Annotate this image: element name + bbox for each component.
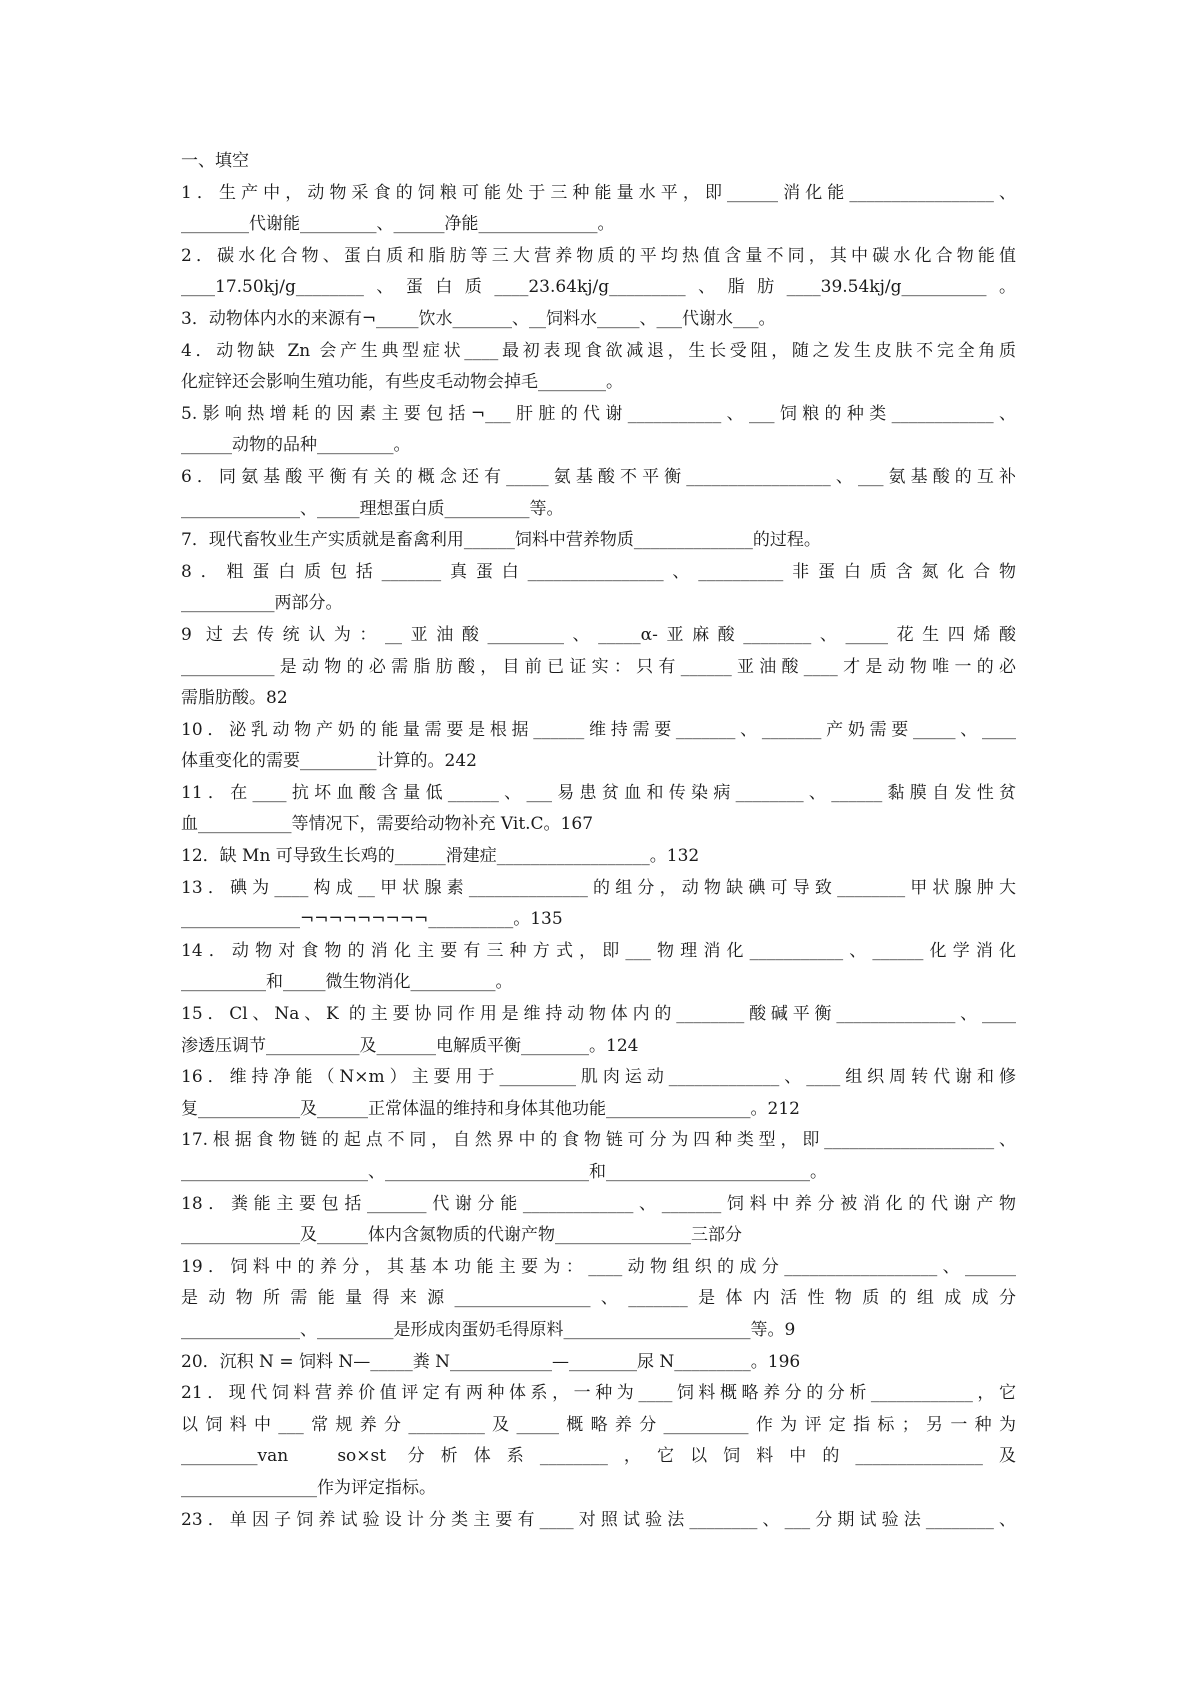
text-line: 19．饲料中的养分，其基本功能主要为：____动物组织的成分__________________、______ — [181, 1256, 1016, 1277]
text-line: 渗透压调节___________及_______电解质平衡________。124 — [181, 1035, 639, 1056]
section-heading: 一、填空 — [181, 151, 249, 171]
text-line: 15．Cl、Na、K 的主要协同作用是维持动物体内的________酸碱平衡______________、____ — [181, 1004, 1016, 1025]
text-line: 8．粗蛋白质包括_______真蛋白________________、__________非蛋白质含氮化合物 — [181, 561, 1016, 582]
text-line: ______________¬¬¬¬¬¬¬¬¬__________。135 — [181, 909, 563, 930]
text-line: ______________及______体内含氮物质的代谢产物________________三部分 — [181, 1225, 742, 1246]
text-line: ________代谢能_________、______净能______________。 — [181, 214, 615, 235]
document-body — [181, 146, 1016, 1536]
text-line: 1．生产中，动物采食的饲粮可能处于三种能量水平，即______消化能_________________、 — [181, 182, 1016, 203]
text-line: __________和_____微生物消化__________。 — [181, 972, 513, 993]
text-line: ___________是动物的必需脂肪酸，目前已证实：只有______亚油酸____才是动物唯一的必 — [181, 656, 1016, 677]
text-line: ______________、_________是形成肉蛋奶毛得原料______________________等。9 — [181, 1319, 796, 1340]
text-line: 7．现代畜牧业生产实质就是畜禽利用______饲料中营养物质______________的过程。 — [181, 530, 821, 551]
text-line: 11．在____抗坏血酸含量低______、___易患贫血和传染病________、______黏膜自发性贫 — [181, 782, 1016, 803]
text-line: 化症锌还会影响生殖功能，有些皮毛动物会掉毛________。 — [181, 372, 623, 393]
text-line: 是动物所需能量得来源________________、_______是体内活性物质的组成成分 — [181, 1288, 1016, 1309]
text-line: ______动物的品种_________。 — [181, 435, 411, 456]
text-line: 9 过去传统认为：__亚油酸_________、_____α-亚麻酸________、_____花生四烯酸 — [181, 624, 1016, 645]
text-line: 10．泌乳动物产奶的能量需要是根据______维持需要_______、_______产奶需要_____、____ — [181, 719, 1016, 740]
text-line: 13．碘为____构成__甲状腺素______________的组分，动物缺碘可导致________甲状腺肿大 — [181, 877, 1016, 898]
text-line: ______________________、________________________和________________________。 — [181, 1162, 827, 1182]
text-line: 3．动物体内水的来源有¬_____饮水_______、__饲料水_____、___代谢水___。 — [181, 308, 776, 329]
text-line: ____17.50kj/g________、蛋白质____23.64kj/g_________、脂肪____39.54kj/g__________。 — [181, 277, 1016, 298]
text-line: 6．同氨基酸平衡有关的概念还有_____氨基酸不平衡_________________、___氨基酸的互补 — [181, 466, 1016, 487]
text-line: 23．单因子饲养试验设计分类主要有____对照试验法________、___分期试验法________、 — [181, 1509, 1016, 1530]
text-line: 16．维持净能（N×m）主要用于_________肌肉运动_____________、____组织周转代谢和修 — [181, 1067, 1016, 1088]
text-line: 12．缺 Mn 可导致生长鸡的______滑建症__________________。132 — [181, 846, 700, 867]
text-line: ___________两部分。 — [181, 593, 343, 614]
text-line: 21．现代饲料营养价值评定有两种体系，一种为____饲料概略养分的分析____________，它 — [181, 1383, 1016, 1404]
text-line: 血___________等情况下，需要给动物补充 Vit.C。167 — [181, 814, 594, 835]
text-line: 14．动物对食物的消化主要有三种方式，即___物理消化___________、______化学消化 — [181, 940, 1016, 961]
text-line: 17.根据食物链的起点不同，自然界中的食物链可分为四种类型，即____________________、 — [181, 1130, 1016, 1151]
text-line: _________van so×st 分析体系________，它以饲料中的_______________及 — [181, 1446, 1016, 1467]
text-line: ________________作为评定指标。 — [181, 1477, 436, 1498]
text-line: 体重变化的需要_________计算的。242 — [181, 751, 477, 772]
text-line: 18．粪能主要包括_______代谢分能_____________、_______饲料中养分被消化的代谢产物 — [181, 1193, 1016, 1214]
text-line: 5.影响热增耗的因素主要包括¬___肝脏的代谢___________、___饲粮的种类____________、 — [181, 403, 1016, 424]
text-line: ______________、_____理想蛋白质__________等。 — [181, 498, 564, 519]
text-line: 复____________及______正常体温的维持和身体其他功能_________________。212 — [181, 1098, 800, 1119]
text-line: 需脂肪酸。82 — [181, 688, 288, 709]
text-line: 20．沉积 N = 饲料 N—_____粪 N____________—________尿 N_________。196 — [181, 1351, 801, 1372]
text-line: 4．动物缺 Zn 会产生典型症状____最初表现食欲减退，生长受阻，随之发生皮肤不完全角质 — [181, 340, 1016, 361]
text-line: 2．碳水化合物、蛋白质和脂肪等三大营养物质的平均热值含量不同，其中碳水化合物能值 — [181, 245, 1016, 266]
text-line: 以饲料中___常规养分_________及_____概略养分__________作为评定指标；另一种为 — [181, 1414, 1016, 1435]
